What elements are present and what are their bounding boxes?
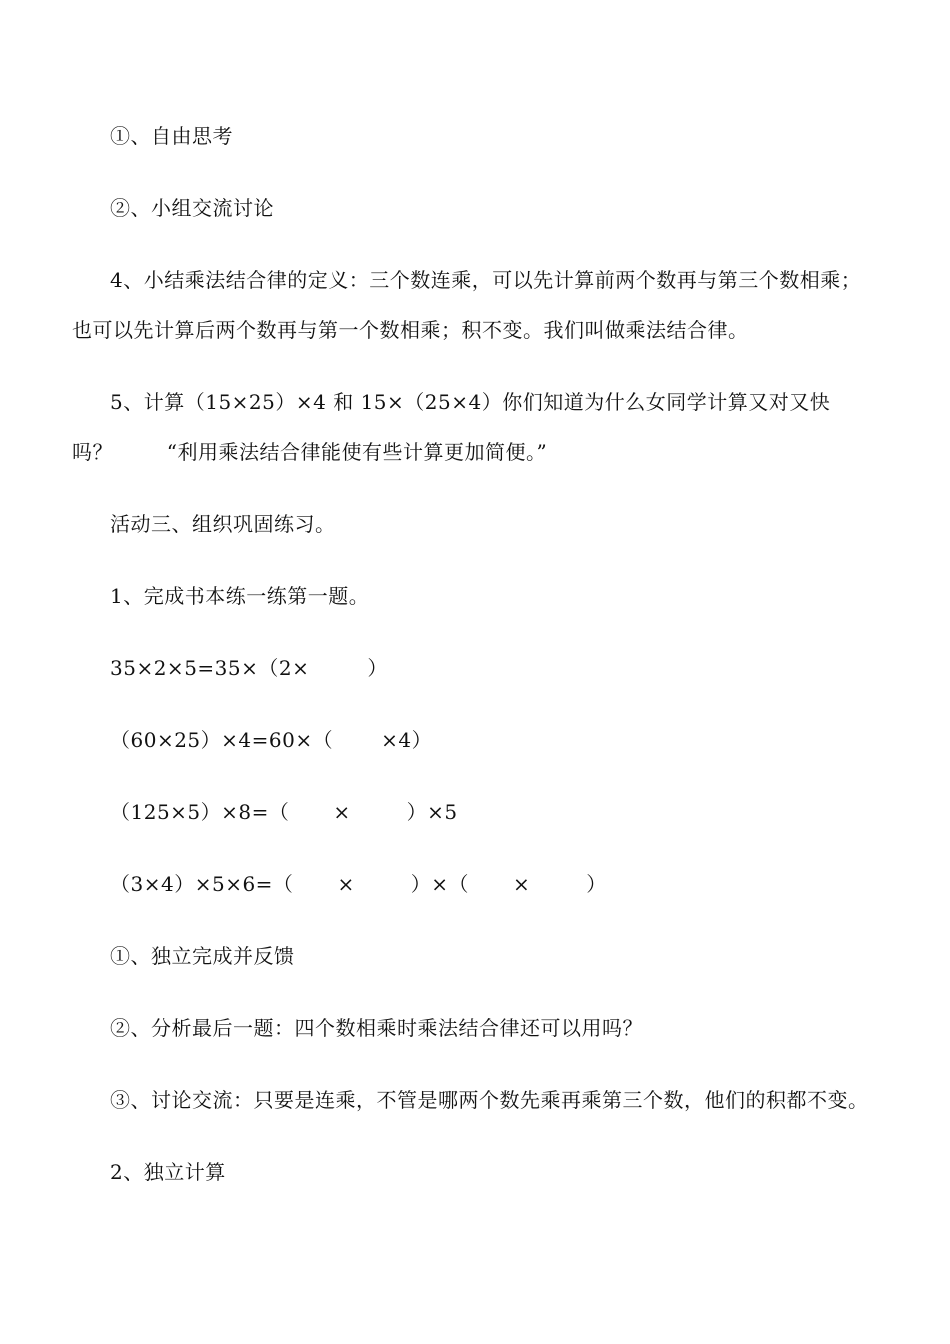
step-analyze-last-question: ②、分析最后一题：四个数相乘时乘法结合律还可以用吗？ [110, 1016, 643, 1040]
activity-three-heading: 活动三、组织巩固练习。 [110, 512, 336, 536]
exercise-2-heading: 2、独立计算 [110, 1160, 226, 1184]
question-5-line-2 [72, 440, 547, 464]
exercise-item-4: （3×4）×5×6=（ × ）×（ × ） [110, 872, 607, 896]
exercise-1-heading: 1、完成书本练一练第一题。 [110, 584, 370, 608]
step-group-discussion: ②、小组交流讨论 [110, 196, 274, 220]
question-5-line-1: 5、计算（15×25）×4 和 15×（25×4）你们知道为什么女同学计算又对又快 [110, 390, 831, 414]
step-discussion-conclusion: ③、讨论交流：只要是连乘，不管是哪两个数先乘再乘第三个数，他们的积都不变。 [110, 1088, 869, 1112]
exercise-item-1: 35×2×5=35×（2× ） [110, 656, 388, 680]
exercise-item-2: （60×25）×4=60×（ ×4） [110, 728, 433, 752]
exercise-item-3: （125×5）×8=（ × ）×5 [110, 800, 458, 824]
step-free-thinking: ①、自由思考 [110, 124, 233, 148]
definition-line-1: 4、小结乘法结合律的定义：三个数连乘，可以先计算前两个数再与第三个数相乘； [110, 268, 862, 292]
question-5-quote: “利用乘法结合律能使有些计算更加简便。” [166, 440, 548, 464]
question-5-ending: 吗？ [72, 440, 113, 464]
step-independent-feedback: ①、独立完成并反馈 [110, 944, 295, 968]
definition-line-2: 也可以先计算后两个数再与第一个数相乘；积不变。我们叫做乘法结合律。 [72, 318, 749, 342]
